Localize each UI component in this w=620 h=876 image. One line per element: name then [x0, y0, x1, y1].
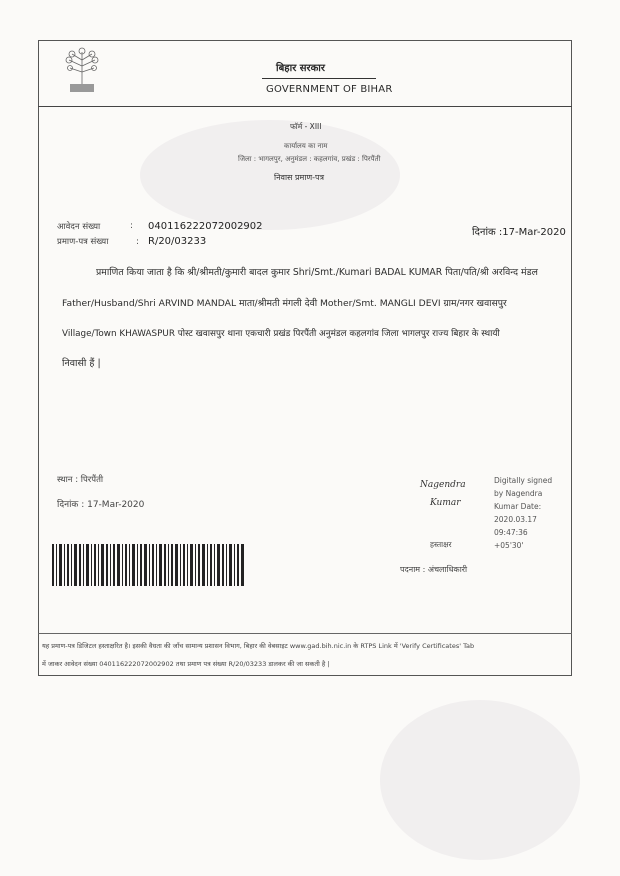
digital-signature-line: Kumar Date: [494, 502, 542, 511]
digital-signature-line: Digitally signed [494, 476, 553, 485]
certificate-title: निवास प्रमाण-पत्र [274, 173, 325, 182]
barcode [52, 544, 244, 586]
issue-date: दिनांक :17-Mar-2020 [472, 227, 566, 238]
designation: पदनाम : अंचलाधिकारी [400, 565, 468, 574]
signature-label: हस्ताक्षर [430, 540, 452, 549]
header-divider [38, 106, 572, 107]
certificate-number-value: R/20/03233 [148, 236, 207, 247]
application-number-label: आवेदन संख्या [57, 222, 101, 232]
signature-name-line-2: Kumar [430, 498, 461, 508]
signature-name-line-1: Nagendra [420, 480, 466, 490]
certificate-number-label: प्रमाण-पत्र संख्या [57, 237, 109, 247]
body-line-3: Village/Town KHAWASPUR पोस्ट खवासपुर थाना एकचारी प्रखंड पिरपैंती अनुमंडल कहलगांव जिला भागलपुर राज्य बिहार के स्थायी [62, 329, 500, 339]
place-date: दिनांक : 17-Mar-2020 [57, 500, 145, 510]
digital-signature-line: 09:47:36 [494, 528, 528, 537]
scan-smudge [380, 700, 580, 860]
colon: : [136, 237, 139, 247]
body-line-1: प्रमाणित किया जाता है कि श्री/श्रीमती/कुमारी बादल कुमार Shri/Smt./Kumari BADAL KUMAR पिता/पति/श्री अरविन्द मंडल [96, 267, 538, 278]
footer-line-2: में जाकर आवेदन संख्या 040116222072002902 तथा प्रमाण पत्र संख्या R/20/03233 डालकर की जा सकती है | [42, 660, 330, 668]
office-line: कार्यालय का नाम [284, 142, 328, 150]
title-underline [262, 78, 376, 79]
footer-divider [38, 633, 572, 634]
form-number: फॉर्म - XIII [290, 122, 322, 131]
english-government-title: GOVERNMENT OF BIHAR [266, 84, 393, 95]
hindi-government-title: बिहार सरकार [276, 63, 325, 74]
place: स्थान : पिरपैंती [57, 475, 104, 485]
digital-signature-line: 2020.03.17 [494, 515, 537, 524]
digital-signature-block [494, 474, 552, 552]
colon: : [130, 221, 133, 231]
footer-line-1: यह प्रमाण-पत्र डिजिटल हस्ताक्षरित है। इसकी वैधता की जाँच सामान्य प्रशासन विभाग, बिहार की वेबसाइट www.gad.bih.nic.in के RTPS Link में 'Verify Certificates' Tab [42, 642, 475, 650]
district-line: जिला : भागलपुर, अनुमंडल : कहलगांव, प्रखंड : पिरपैंती [238, 155, 381, 163]
application-number-value: 040116222072002902 [148, 221, 263, 232]
digital-signature-line: +05'30' [494, 541, 524, 550]
bihar-emblem-icon [60, 46, 104, 96]
digital-signature-line: by Nagendra [494, 489, 543, 498]
body-line-4: निवासी हैं | [62, 358, 101, 369]
body-line-2: Father/Husband/Shri ARVIND MANDAL माता/श्रीमती मंगली देवी Mother/Smt. MANGLI DEVI ग्राम/नगर खवासपुर [62, 298, 507, 309]
